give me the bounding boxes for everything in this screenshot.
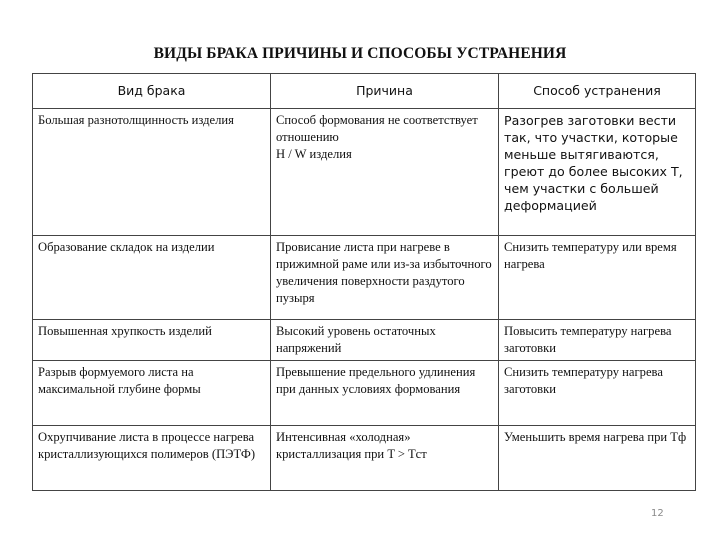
defect-cell: Большая разнотолщинность изделия bbox=[33, 109, 271, 236]
defect-cell: Разрыв формуемого листа на максимальной глубине формы bbox=[33, 361, 271, 426]
remedy-cell: Повысить температуру нагрева заготовки bbox=[499, 320, 696, 361]
remedy-cell: Уменьшить время нагрева при Tф bbox=[499, 426, 696, 491]
defect-cell: Повышенная хрупкость изделий bbox=[33, 320, 271, 361]
remedy-cell: Разогрев заготовки вести так, что участки, которые меньше вытягиваются, греют до более высоких T, чем участки с большей деформацией bbox=[499, 109, 696, 236]
slide-title: ВИДЫ БРАКА ПРИЧИНЫ И СПОСОБЫ УСТРАНЕНИЯ bbox=[153, 45, 567, 62]
cause-cell: Высокий уровень остаточных напряжений bbox=[271, 320, 499, 361]
defects-table bbox=[32, 73, 696, 491]
header-defect-type: Вид брака bbox=[33, 74, 271, 109]
table-row bbox=[33, 426, 696, 491]
defect-cell: Охрупчивание листа в процессе нагрева кристаллизующихся полимеров (ПЭТФ) bbox=[33, 426, 271, 491]
cause-cell: Интенсивная «холодная» кристаллизация при T > Tст bbox=[271, 426, 499, 491]
page-number: 12 bbox=[651, 508, 664, 519]
defect-cell: Образование складок на изделии bbox=[33, 236, 271, 320]
cause-cell: Превышение предельного удлинения при данных условиях формования bbox=[271, 361, 499, 426]
remedy-cell: Снизить температуру нагрева заготовки bbox=[499, 361, 696, 426]
cause-cell: Способ формования не соответствует отношению H / W изделия bbox=[271, 109, 499, 236]
table-header-row bbox=[33, 74, 696, 109]
table-row bbox=[33, 320, 696, 361]
header-cause: Причина bbox=[271, 74, 499, 109]
table-row bbox=[33, 109, 696, 236]
table-row bbox=[33, 361, 696, 426]
table-row bbox=[33, 236, 696, 320]
header-remedy: Способ устранения bbox=[499, 74, 696, 109]
remedy-cell: Снизить температуру или время нагрева bbox=[499, 236, 696, 320]
cause-cell: Провисание листа при нагреве в прижимной раме или из-за избыточного увеличения поверхности раздутого пузыря bbox=[271, 236, 499, 320]
